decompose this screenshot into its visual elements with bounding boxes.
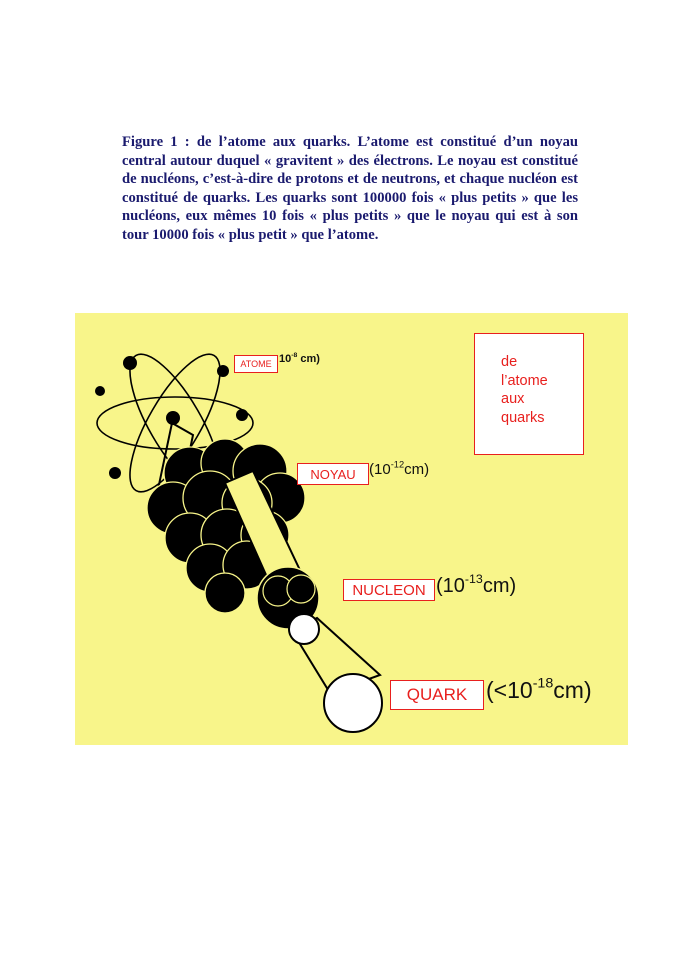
size-noyau: $(10^{-12}cm)$ bbox=[369, 459, 430, 478]
figure-title-box bbox=[474, 333, 584, 455]
size-atome: $10^{-8}$ cm) bbox=[279, 352, 320, 365]
figure-title-line: aux bbox=[501, 391, 525, 407]
atom-to-quark-figure bbox=[75, 313, 628, 745]
figure-caption: Figure 1 : de l’atome aux quarks. L’atome est constitué d’un noyau central autour duquel « gravitent » des électrons. Le noyau est constitué de nucléons, c’est-à-dire de protons et de neutrons, et chaque nucléon est constitué de quarks. Les quarks sont 100000 fois « plus petits » que les nucléons, eux mêmes 10 fois « plus petits » que le noyau qui est à son tour 10000 fois « plus petit » que l’atome. bbox=[122, 134, 578, 243]
label-noyau: NOYAU bbox=[297, 463, 369, 485]
label-atome: ATOME bbox=[234, 355, 278, 373]
size-nucleon: $(10^{-13}cm)$ bbox=[436, 572, 517, 597]
size-quark: $(<10^{-18}cm)$ bbox=[486, 675, 592, 703]
figure-title-line: l’atome bbox=[501, 372, 548, 389]
label-quark: QUARK bbox=[390, 680, 484, 710]
label-nucleon: NUCLEON bbox=[343, 579, 435, 601]
figure-title-line: quarks bbox=[501, 409, 545, 426]
small-quark bbox=[289, 614, 319, 644]
figure-title-line: de bbox=[501, 354, 518, 370]
quark-circle bbox=[324, 674, 382, 732]
